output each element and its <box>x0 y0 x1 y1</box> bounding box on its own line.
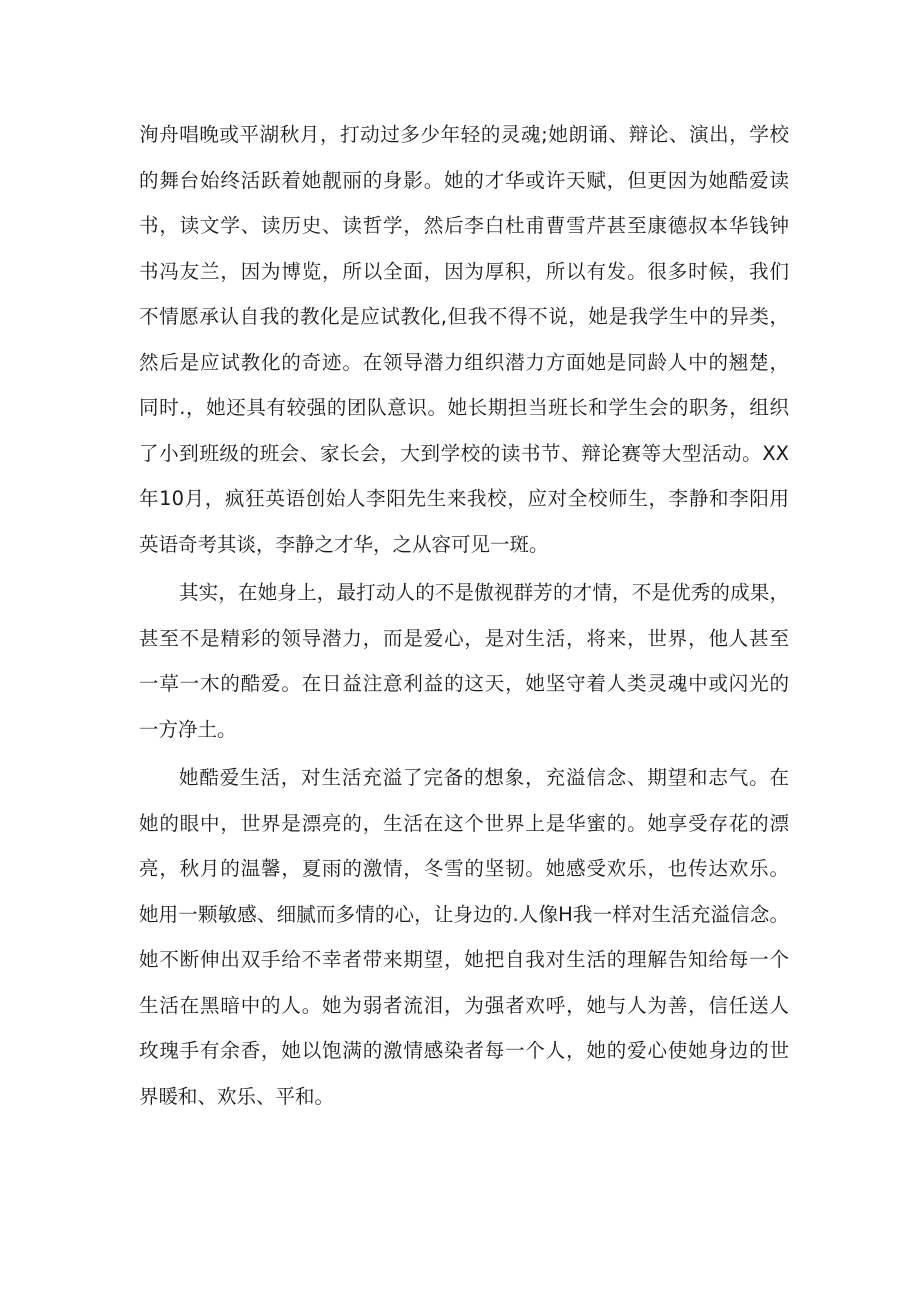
paragraph-1 <box>139 112 789 567</box>
text-line: 然后是应试教化的奇迹。在领导潜力组织潜力方面她是同龄人中的翘楚， <box>139 350 789 374</box>
text-line: 她用一颗敏感、细腻而多情的心，让身边的.人像H我一样对生活充溢信念。 <box>139 902 789 926</box>
text-line: 其实，在她身上，最打动人的不是傲视群芳的才情，不是优秀的成果， <box>179 581 789 604</box>
text-line: 她的眼中，世界是漂亮的，生活在这个世界上是华蜜的。她享受存花的漂 <box>139 811 789 835</box>
text-line: 年10月，疯狂英语创始人李阳先生来我校，应对全校师生，李静和李阳用 <box>139 487 789 510</box>
document-body <box>139 112 789 1119</box>
text-line: 书冯友兰，因为博览，所以全面，因为厚积，所以有发。很多时候，我们 <box>139 259 789 283</box>
text-line: 的舞台始终活跃着她靓丽的身影。她的才华或许天赋，但更因为她酷爱读 <box>139 168 789 192</box>
text-line: 洵舟唱晚或平湖秋月，打动过多少年轻的灵魂;她朗诵、辩论、演出，学校 <box>139 123 789 146</box>
text-line: 书，读文学、读历史、读哲学，然后李白杜甫曹雪芹甚至康德叔本华钱钟 <box>139 214 789 237</box>
text-line: 生活在黑暗中的人。她为弱者流泪，为强者欢呼，她与人为善，信任送人 <box>139 993 789 1017</box>
text-line: 一方净土。 <box>139 717 237 741</box>
text-line: 甚至不是精彩的领导潜力，而是爱心，是对生活，将来，世界，他人甚至 <box>139 626 789 650</box>
text-line: 一草一木的酷爱。在日益注意利益的这天，她坚守着人类灵魂中或闪光的 <box>139 672 789 695</box>
text-line: 了小到班级的班会、家长会，大到学校的读书节、辩论赛等大型活动。XX <box>139 441 789 465</box>
text-line: 玫瑰手有余香，她以饱满的激情感染者每一个人，她的爱心使她身边的世 <box>139 1039 789 1062</box>
text-line: 她酷爱生活，对生活充溢了完备的想象，充溢信念、期望和志气。在 <box>179 766 789 789</box>
text-line: 同时.，她还具有较强的团队意识。她长期担当班长和学生会的职务，组织 <box>139 396 789 419</box>
text-line: 不情愿承认自我的教化是应试教化,但我不得不说，她是我学生中的异类， <box>139 305 789 328</box>
text-line: 她不断伸出双手给不幸者带来期望，她把自我对生活的理解告知给每一个 <box>139 948 789 971</box>
text-line: 英语奇考其谈，李静之才华，之从容可见一斑。 <box>139 532 549 556</box>
paragraph-3 <box>139 755 789 1119</box>
text-line: 亮，秋月的温馨，夏雨的激情，冬雪的坚韧。她感受欢乐，也传达欢乐。 <box>139 857 789 880</box>
paragraph-2 <box>139 570 789 752</box>
text-line: 界暖和、欢乐、平和。 <box>139 1084 335 1108</box>
